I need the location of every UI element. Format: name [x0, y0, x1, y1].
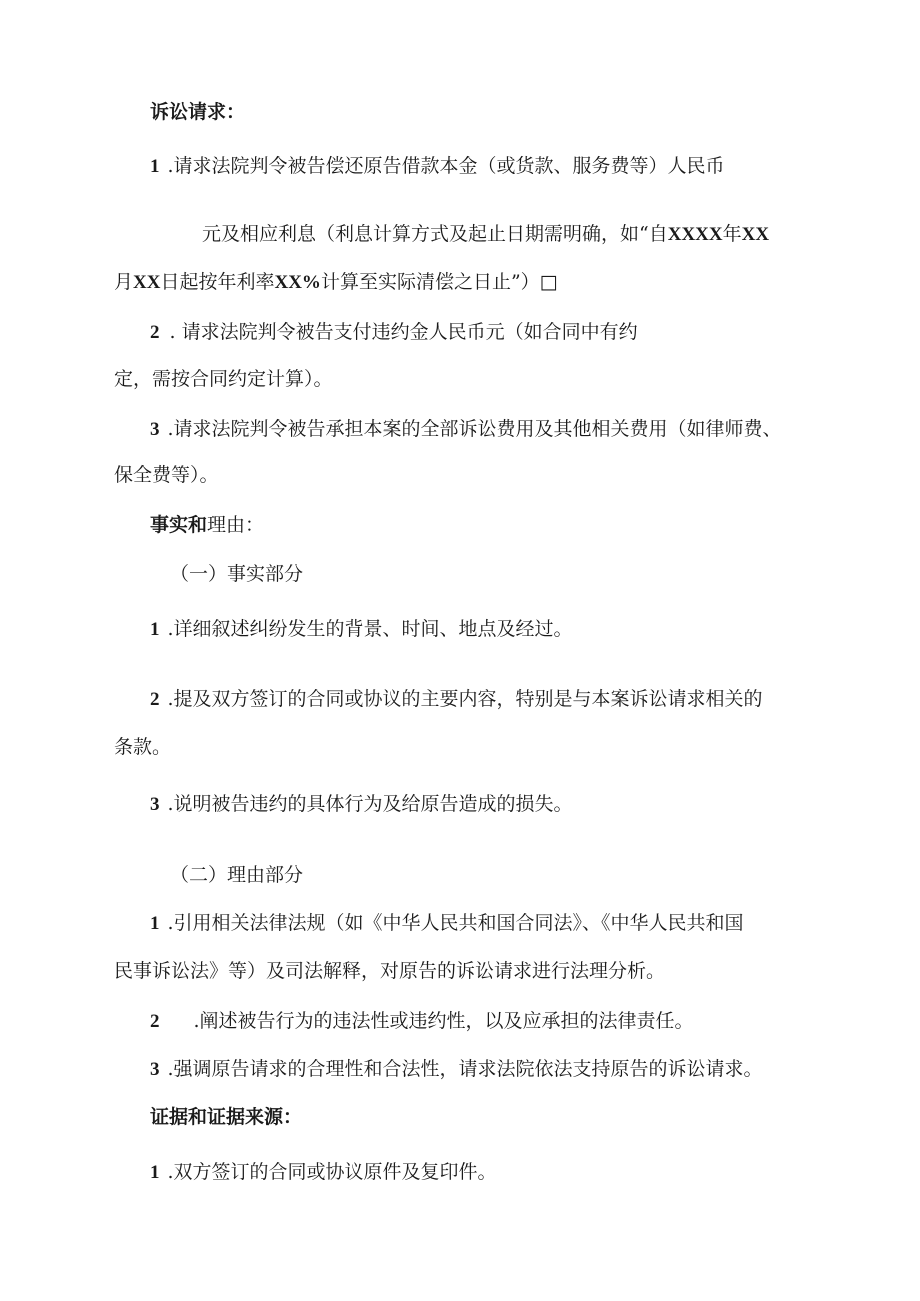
reason-item-3 [150, 1060, 763, 1079]
heading-normal-part: 理由： [207, 514, 265, 536]
reasons-part-title: （二）理由部分 [170, 864, 304, 886]
item-number: 3 [150, 794, 160, 815]
facts-part-title: （一）事实部分 [170, 563, 304, 585]
item-text: .阐述被告行为的违法性或违约性，以及应承担的法律责任。 [193, 1010, 694, 1032]
claims-heading: 诉讼请求： [150, 101, 246, 123]
item-text: 计算至实际清偿之日止”）□ [320, 271, 558, 293]
item-text: .双方签订的合同或协议原件及复印件。 [167, 1161, 497, 1183]
item-number: 2 [150, 689, 160, 710]
item-number: 2 [150, 1011, 160, 1032]
item-number: 1 [150, 913, 160, 934]
item-text: .引用相关法律法规（如《中华人民共和国合同法》、《中华人民共和国 [167, 912, 744, 934]
evidence-heading: 证据和证据来源： [150, 1106, 303, 1128]
facts-heading [150, 516, 264, 535]
item-number: 2 [150, 322, 160, 343]
fact-item-2-line-2: 条款。 [114, 736, 172, 758]
item-text: 年 [722, 223, 742, 245]
placeholder-day: XX [133, 272, 161, 293]
item-text: 日起按年利率 [160, 271, 275, 293]
placeholder-month: XX [741, 224, 770, 245]
item-number: 1 [150, 1162, 160, 1183]
claim-item-1-line-1 [150, 157, 725, 176]
evidence-item-1 [150, 1163, 497, 1182]
claim-item-3-line-2: 保全费等）。 [114, 464, 219, 486]
item-text: .详细叙述纠纷发生的背景、时间、地点及经过。 [167, 618, 573, 640]
item-text: 元及相应利息（利息计算方式及起止日期需明确，如“自 [202, 223, 668, 245]
item-text: .请求法院判令被告承担本案的全部诉讼费用及其他相关费用（如律师费、 [167, 418, 782, 440]
reason-item-1-line-2: 民事诉讼法》等）及司法解释，对原告的诉讼请求进行法理分析。 [114, 960, 666, 982]
item-text: .提及双方签订的合同或协议的主要内容，特别是与本案诉讼请求相关的 [167, 688, 763, 710]
item-number: 1 [150, 619, 160, 640]
placeholder-year: XXXX [667, 224, 723, 245]
fact-item-1 [150, 620, 573, 639]
item-number: 3 [150, 1059, 160, 1080]
claim-item-3-line-1 [150, 420, 782, 439]
fact-item-3 [150, 795, 573, 814]
claim-item-1-line-3 [114, 273, 558, 292]
claim-item-1-line-2 [202, 225, 769, 244]
claim-item-2-line-1 [150, 323, 638, 342]
item-text: .请求法院判令被告偿还原告借款本金（或货款、服务费等）人民币 [167, 155, 725, 177]
reason-item-1-line-1 [150, 914, 744, 933]
claim-item-2-line-2: 定，需按合同约定计算）。 [114, 368, 333, 390]
item-text: .强调原告请求的合理性和合法性，请求法院依法支持原告的诉讼请求。 [167, 1058, 763, 1080]
item-text: 月 [114, 271, 134, 293]
heading-bold-part: 事实和 [150, 514, 208, 536]
reason-item-2 [150, 1012, 694, 1031]
item-number: 3 [150, 419, 160, 440]
item-text: .说明被告违约的具体行为及给原告造成的损失。 [167, 793, 573, 815]
item-text: . 请求法院判令被告支付违约金人民币元（如合同中有约 [169, 321, 638, 343]
placeholder-rate: XX% [274, 272, 321, 293]
item-number: 1 [150, 156, 160, 177]
fact-item-2-line-1 [150, 690, 763, 709]
